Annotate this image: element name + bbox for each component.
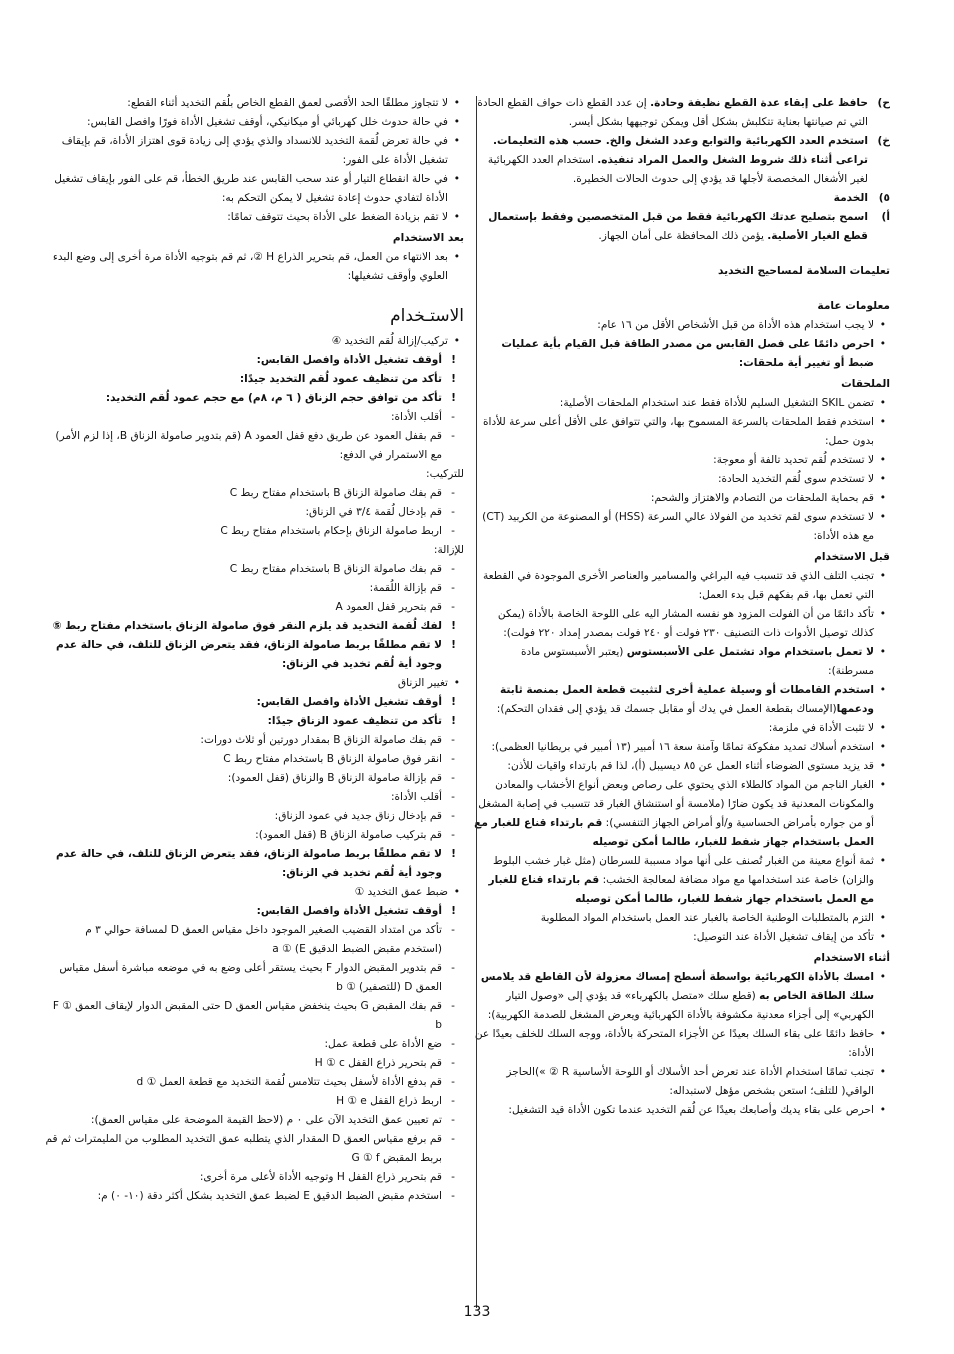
item-text: قم بحماية الملحقات من التصادم والاهتزاز والشحم: [650,492,874,504]
dash-item: - أقلب الأداة: [44,408,464,427]
dash-item: - قم بإزالة صامولة الزناق B والزناق (قفل العمود): [44,769,464,788]
section-heading: الملحقات [841,378,890,390]
dash-item: - قم بتركيب صامولة الزناق B (قفل العمود): [44,826,464,845]
item-text: استخدم أسلاك تمديد مفكوكة تمامًا وآمنة سعة ١٦ أمبير (١٣ أمبير في بريطانيا العظمى): [491,741,874,753]
dash-item: - قم بإدخال لُقمة ٣/٤ في الزناق: [44,503,464,522]
item-text: الغبار الناجم من المواد كالطلاء الذي يحتوي على رصاص وبعض أنواع الأخشاب والمعادن والمكونات المعدنية قد يكون ضارًا (ملامسة أو استنشاق الغبار قد تتسبب في إصابة المشغل أو من جواره بأمراض الحساسية و/أو أمراض الجهاز التنفسي): [478,779,874,829]
item-number: ح) [877,97,890,109]
item-text: استخدم فقط الملحقات بالسرعة المسموح بها، والتي تتوافق على الأقل أعلى سرعة للأداة بدون حمل: [482,416,874,447]
item-text: ضبط عمق التخديد ① [354,886,448,898]
item-bold-text: امسك بالأداة الكهربائية بواسطة أسطح إمساك معزولة لأن القاطع قد يلامس سلك الطاقة الخاص به [480,971,874,1002]
dash-item: - قم بفك المقبض G بحيث ينخفض مقياس العمق D حتى المقبض الدوار لإيقاف العمق F ① b [44,997,464,1035]
bullet-item [472,567,890,605]
dash-item: - انقر فوق صامولة الزناق B باستخدام مفتاح ربط C [44,750,464,769]
spacer [472,281,890,295]
bullet-item [472,605,890,643]
item-bold-text: احرص دائمًا على فصل القابس من مصدر الطاقة قبل القيام بأية عمليات ضبط أو تغيير أية ملحقات: [501,338,874,369]
dash-item: - قم بقفل العمود عن طريق دفع قفل العمود A (قم بتدوير صامولة الزناق B، إذا لزم الأمر) مع الاستمرار في الدفع: [44,427,464,465]
bullet-item [472,852,890,909]
dash-item: - قم برفع مقياس العمق D المقدار الذي يتطلبه عمق التخديد المطلوب من المليمترات ثم قم بربط المقبض G ① f [44,1130,464,1168]
item-text: (الإمساك بقطعة العمل في يدك أو مقابل جسمك قد يؤدي إلى فقدان التحكم): [496,703,837,715]
column-divider [476,96,477,1308]
bullet-item [472,738,890,757]
item-text: تجنب التلف الذي قد تتسبب فيه البراغي والمسامير والعناصر الأخرى الموجودة في القطعة التي تعمل بها، قم بفكهم قبل بدء العمل: [482,570,874,601]
section-heading: قبل الاستخدام [814,551,890,563]
dash-item: - أقلب الأداة: [44,788,464,807]
bullet-item [44,208,464,227]
bullet-item [472,681,890,719]
item-text: في حالة حدوث خلل كهربائي أو ميكانيكي، أوقف تشغيل الأداة فورًا وافصل القابس: [87,116,448,128]
bullet-item [472,1025,890,1063]
bullet-item [472,776,890,852]
item-text: بعد الانتهاء من العمل، قم بتحرير الذراع H ②، ثم قم بتوجيه الأداة مرة أخرى إلى وضع البدء العلوي وأوقف تشغيلها: [52,251,448,282]
dash-item: - قم بدفع الأداة لأسفل بحيث تتلامس لُقمة التخديد مع قطعة العمل ① d [44,1073,464,1092]
right-column [472,94,890,1120]
dash-item: - قم بتحرير ذراع القفل H وتوجيه الأداة لأعلى مرة أخرى: [44,1168,464,1187]
item-text: (يعتبر الأسبستوس مادة مسرطنة): [520,646,874,677]
numbered-item [472,189,890,208]
item-text: استخدام العدد الكهربائية لغير الأشغال المخصصة لأجلها قد يؤدي إلى حدوث الحالات الخطيرة. [487,154,868,185]
item-text: التزم بالمتطلبات الوطنية الخاصة بالغبار عند العمل باستخدام المواد المطلوبة [540,912,874,924]
dash-item: - اربط ذراع القفل H ① e [44,1092,464,1111]
left-column [44,94,464,1206]
item-text: لا يجب استخدام هذه الأداة من قبل الأشخاص الأقل من ١٦ عام: [597,319,874,331]
item-text: لا تستخدم سوى لُقم التخديد الحادة: [717,473,874,485]
bullet-item [472,489,890,508]
bullet-item [472,909,890,928]
item-text: تأكد من إيقاف تشغيل الأداة عند التوصيل: [693,931,874,943]
bullet-item [472,335,890,373]
dash-item: - قم بإدخال زناق جديد في عمود الزناق: [44,807,464,826]
page-number: 133 [463,1304,491,1320]
section-heading: معلومات عامة [817,300,890,312]
item-text: قد يزيد مستوى الضوضاء أثناء العمل عن ٨٥ ديسيبل (أ)، لذا قم بارتداء واقيات للأذن: [507,760,874,772]
warning-item: ! تأكد من تنظيف عمود لُقم التخديد جيدًا: [44,370,464,389]
item-number: خ) [877,135,890,147]
warning-item: ! تأكد من توافق حجم الزناق ( ٦ م، ٨م) مع حجم عمود لُقم التخديد: [44,389,464,408]
item-bold-text: استخدم العدد الكهربائية والتوابع وعدد الشغل والخ. حسب هذه التعليمات. تراعى أثناء ذلك شروط الشغل والعمل المراد تنفيذه. [493,135,868,166]
dash-item: - قم بفك صامولة الزناق B بمقدار دورتين أو ثلاث دورات: [44,731,464,750]
bullet-item [44,248,464,286]
item-number: ٥) [878,192,890,204]
warning-item: ! لفك لُقمة التخديد قد يلزم النقر فوق صامولة الزناق باستخدام مفتاح ربط ⑤ [44,617,464,636]
bullet-item [44,113,464,132]
warning-item: ! تأكد من تنظيف عمود الزناق جيدًا: [44,712,464,731]
item-text: تركيب/إزالة لُقم التخديد ④ [331,335,448,347]
bullet-item [472,757,890,776]
item-text: تضمن SKIL التشغيل السليم للأداة فقط عند استخدام الملحقات الأصلية: [559,397,874,409]
item-text: لا تقم بزيادة الضغط على الأداة بحيث تتوقف تمامًا: [227,211,448,223]
item-text: (قطع سلك «متصل بالكهرباء» قد يؤدي إلى «وصول التيار الكهربي» إلى أجزاء معدنية مكشوفة بالأداة الكهربائية ويعرض المشغل للصدمة الكهربية): [487,990,874,1021]
section-heading: تعليمات السلامة لمساحيج التخديد [717,265,890,277]
item-text: حافظ دائمًا على بقاء السلك بعيدًا عن الأجزاء المتحركة بالأداة، ووجه السلك للخلف بعيدًا عن الأداة: [474,1028,874,1059]
bullet-item [44,94,464,113]
dash-item: - تم تعيين عمق التخديد الآن على ٠ م (لاحظ القيمة الموضحة على مقياس العمق): [44,1111,464,1130]
dash-item: - قم بفك صامولة الزناق B باستخدام مفتاح ربط C [44,560,464,579]
numbered-item [472,94,890,132]
bullet-item [472,968,890,1025]
warning-item: ! لا تقم مطلقًا بربط صامولة الزناق، فقد يتعرض الزناق للتلف، في حالة عدم وجود أية لُقم تخديد في الزناق: [44,845,464,883]
item-text: ثمة أنواع معينة من الغبار تُصنف على أنها مواد مسببة للسرطان (مثل غبار خشب البلوط والزان) خاصة عند استخدامها مع مواد مضافة لمعالجة الخشب: [492,855,874,886]
numbered-item [472,208,890,246]
warning-item: ! أوقف تشغيل الأداة وافصل القابس: [44,902,464,921]
text-line: للإزالة: [433,544,464,556]
item-bold-text: استخدم القامطات أو وسيلة عملية أخرى لتثبيت قطعة العمل بمنصة ثابتة ودعمها [499,684,874,715]
bullet-item [472,413,890,451]
item-bold-text: لا تعمل باستخدام مواد تشتمل على الأسبستوس [626,646,874,658]
bullet-item [472,394,890,413]
dash-item: - اربط صامولة الزناق بإحكام باستخدام مفتاح ربط C [44,522,464,541]
item-text: يؤمن ذلك المحافظة على أمان الجهاز. [598,230,768,242]
bullet-item [44,132,464,170]
bullet-item [472,719,890,738]
bullet-item [472,316,890,335]
bullet-item [44,170,464,208]
item-bold-text: اسمح بتصليح عدتك الكهربائية فقط من قبل المتخصصين وفقط بإستعمال قطع الغيار الأصلية. [488,211,868,242]
dash-item: - قم بتحرير ذراع القفل H ① c [44,1054,464,1073]
dash-item: - استخدم مقبض الضبط الدقيق E لضبط عمق التخديد بشكل أكثر دقة (١٠- ٠) م: [44,1187,464,1206]
bullet-item [472,470,890,489]
dash-item: - قم بتحرير قفل العمود A [44,598,464,617]
bullet-item [472,508,890,546]
item-text: لا تستخدم لُقم تحديد تالفة أو معوجة: [713,454,874,466]
item-text: تغيير الزناق [397,677,448,689]
bullet-item [472,1063,890,1101]
item-text: إن عدد القطع ذات حواف القطع الحادة التي تم صيانتها بعناية تتكلبش بشكل أقل ويمكن توجيهها بشكل أيسر. [477,97,868,128]
item-text: لا تثبت الأداة في ملزمة: [768,722,874,734]
warning-item: ! أوقف تشغيل الأداة وافصل القابس: [44,351,464,370]
bullet-item [44,674,464,693]
item-text: تأكد دائمًا من أن الفولت المزود هو نفسه المشار اليه على اللوحة الخاصة بالأداة (يمكن كذلك توصيل الأدوات ذات التصنيف ٢٣٠ فولت أو ٢٤٠ فولت بمصدر إمداد ٢٢٠ فولت): [497,608,874,639]
item-text: في حالة تعرض لُقمة التخديد للانسداد والذي يؤدي إلى زيادة قوى اهتزاز الأداة، قم بإيقاف تشغيل الأداة على الفور: [61,135,448,166]
item-bold-text: حافظ على إبقاء عدة القطع نظيفة وحادة. [650,97,868,109]
bullet-item [472,1101,890,1120]
section-title: الاستـخدام [390,306,464,326]
dash-item: - قم بتدوير المقبض الدوار F بحيث يستقر أعلى وضع به في موضعه مباشرة أسفل مقياس العمق D (للتصفير) ① b [44,959,464,997]
bullet-item [44,883,464,902]
item-text: في حالة انقطاع التيار أو عند سحب القابس عند طريق الخطأ، قم على الفور بإيقاف تشغيل الأداة لتفادي حدوث إعادة تشغيل لا يمكن التحكم به: [54,173,448,204]
section-heading: أثناء الاستخدام [813,952,890,964]
item-bold-text: قم بارتداء قناع للغبار مع العمل باستخدام جهاز شفط للغبار، طالما أمكن توصيله [474,817,874,848]
item-text: لا تستخدم سوى لقم تخديد من الفولاذ عالي السرعة (HSS) أو المصنوعة من الكربيد (CT) مع هذه الأداة: [482,511,874,542]
bullet-item [472,928,890,947]
section-heading: بعد الاستخدام [392,232,464,244]
item-text: تجنب تمامًا استخدام الأداة عند تعرض أحد الأسلاك أو اللوحة الأساسية R ② »)الحاجز الواقي( للتلف؛ استعن بشخص مؤهل لاستبداله: [506,1066,874,1097]
item-bold-text: قم بارتداء قناع للغبار مع العمل باستخدام جهاز شفط للغبار، طالما أمكن توصيله [488,874,874,905]
dash-item: - تأكد من امتداد القضيب الصغير الموجود داخل مقياس العمق D لمسافة حوالي ٣ م (استخدم مقبض الضبط الدقيق E) ① a [44,921,464,959]
item-number: أ) [881,211,890,223]
warning-item: ! أوقف تشغيل الأداة وافصل القابس: [44,693,464,712]
dash-item: - قم بإزالة اللُقمة: [44,579,464,598]
bullet-item [472,643,890,681]
bullet-item [472,451,890,470]
warning-item: ! لا تقم مطلقًا بربط صامولة الزناق، فقد يتعرض الزناق للتلف، في حالة عدم وجود أية لُقم تخديد في الزناق: [44,636,464,674]
dash-item: - ضع الأداة على قطعة عمل: [44,1035,464,1054]
spacer [472,246,890,260]
dash-item: - قم بفك صامولة الزناق B باستخدام مفتاح ربط C [44,484,464,503]
numbered-item [472,132,890,189]
bullet-item [44,332,464,351]
item-bold-text: الخدمة [833,192,868,204]
item-text: احرص على بقاء يديك وأصابعك بعيدًا عن لُقم التخديد عندما تكون الأداة قيد التشغيل: [508,1104,874,1116]
text-line: للتركيب: [426,468,464,480]
item-text: لا تتجاوز مطلقًا الحد الأقصى لعمق القطع الخاص بلُقم التخديد أثناء القطع: [127,97,448,109]
